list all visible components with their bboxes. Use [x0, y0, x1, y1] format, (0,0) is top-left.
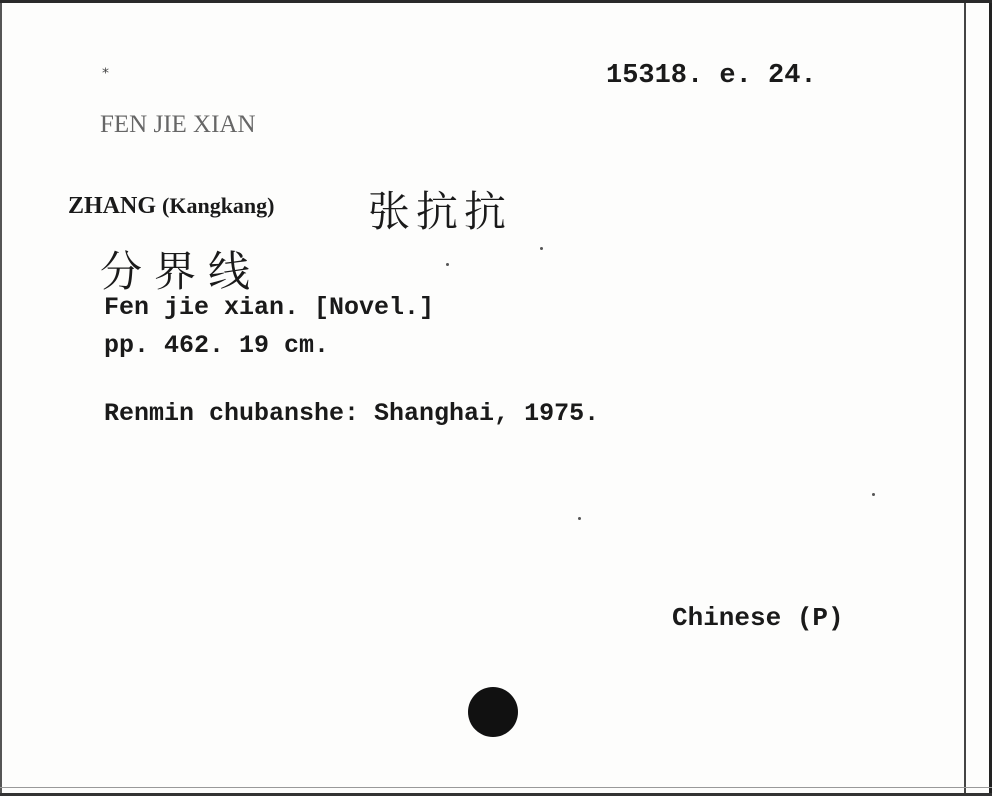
card-edge-bottom — [0, 787, 992, 788]
speck — [540, 247, 543, 250]
heading: FEN JIE XIAN — [100, 111, 256, 138]
imprint: Renmin chubanshe: Shanghai, 1975. — [104, 399, 600, 428]
speck — [446, 263, 449, 266]
author-forename: (Kangkang) — [162, 193, 275, 218]
card-edge-left — [0, 3, 2, 796]
card-edge-right — [964, 3, 966, 796]
collation: pp. 462. 19 cm. — [104, 331, 330, 360]
author-cjk: 张抗抗 — [368, 187, 513, 236]
speck — [578, 517, 581, 520]
speck — [872, 493, 875, 496]
author-line — [68, 193, 275, 220]
ink-mark: ⁎ — [102, 62, 109, 78]
title-cjk: 分界线 — [100, 247, 263, 296]
author-surname: ZHANG — [68, 193, 157, 219]
title-line: Fen jie xian. [Novel.] — [104, 293, 435, 322]
shelfmark: 15318. e. 24. — [606, 61, 817, 91]
language-note: Chinese (P) — [672, 603, 844, 633]
punch-hole-icon — [468, 687, 518, 737]
